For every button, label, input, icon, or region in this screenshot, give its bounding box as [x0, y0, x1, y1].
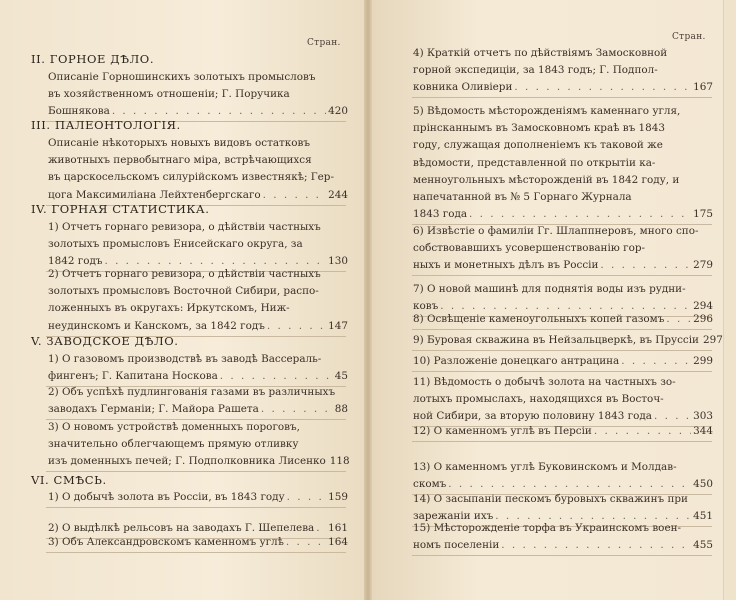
toc-entry: [48, 369, 348, 383]
entry-line: ложенныхъ въ округахъ: Иркутскомъ, Ниж-: [48, 302, 290, 315]
toc-entry: [48, 319, 348, 333]
entry-line: 1) О газовомъ производствѣ въ заводѣ Вассераль-: [48, 353, 322, 365]
leader-dots: [448, 477, 691, 491]
page-number: 294: [693, 300, 713, 313]
leader-dots: [594, 424, 691, 438]
entry-title: 1842 годъ: [48, 255, 103, 268]
entry-line: 6) Извѣстіе о фамиліи Гг. Шлаппнеровъ, много спо-: [413, 225, 699, 237]
leader-dots: [514, 80, 691, 94]
entry-separator: [412, 441, 712, 442]
entry-title: 1) О добычѣ золота въ Россіи, въ 1843 году: [48, 491, 285, 503]
toc-entry: [413, 207, 713, 221]
toc-entry: [48, 188, 348, 202]
leader-dots: [666, 312, 691, 326]
section-heading: III. ПАЛЕОНТОЛОГІЯ.: [31, 118, 181, 132]
entry-title: зарежаніи ихъ: [413, 510, 494, 523]
right-page-header: Стран.: [672, 32, 706, 42]
entry-line: золотыхъ промысловъ Енисейскаго округа, за: [48, 238, 303, 251]
entry-line: въ хозяйственномъ отношеніи; Г. Поручика: [48, 88, 290, 101]
entry-line: въ царскосельскомъ силурійскомъ известнякѣ; Гер-: [48, 171, 334, 184]
entry-title: ныхъ и монетныхъ дѣлъ въ Россіи: [413, 259, 599, 272]
entry-separator: [412, 275, 712, 276]
leader-dots: [621, 354, 691, 368]
entry-title: цога Максимиліана Лейхтенбергскаго: [48, 188, 261, 201]
leader-dots: [469, 207, 691, 221]
entry-separator: [412, 555, 712, 556]
page-number: 45: [334, 370, 348, 383]
toc-entry: [48, 104, 348, 118]
page-number: 344: [693, 425, 713, 437]
page-number: 164: [328, 536, 348, 548]
toc-entry: [48, 521, 348, 535]
leader-dots: [600, 258, 691, 272]
toc-entry: [413, 333, 723, 347]
leader-dots: [112, 104, 326, 118]
page-number: 159: [328, 491, 348, 503]
entry-line: прінсканнымъ въ Замосковномъ краѣ въ 1843: [413, 122, 665, 135]
page-number: 161: [328, 522, 348, 534]
entry-title: Бошнякова: [48, 105, 110, 118]
entry-line: 4) Краткій отчетъ по дѣйствіямъ Замосковной: [413, 47, 668, 59]
page-number: 451: [693, 510, 713, 523]
left-page-header: Стран.: [307, 38, 341, 48]
leader-dots: [286, 535, 326, 549]
entry-line: Описаніе нѣкоторыхъ новыхъ видовъ остатковъ: [48, 137, 310, 149]
page-number: 88: [334, 403, 348, 416]
entry-line: горной экспедиціи, за 1843 годъ; Г. Подпол-: [413, 64, 658, 77]
entry-line: собствовавшихъ усовершенствованію гор-: [413, 242, 646, 255]
section-heading: V. ЗАВОДСКОЕ ДѢЛО.: [31, 334, 179, 348]
leader-dots: [220, 369, 333, 383]
page-number: 175: [693, 208, 713, 221]
entry-line: году, служащая дополненіемъ къ таковой же: [413, 139, 663, 152]
entry-title: скомъ: [413, 478, 447, 491]
toc-entry: [48, 402, 348, 416]
entry-line: менноугольныхъ мѣсторожденій въ 1842 году, и: [413, 173, 680, 186]
entry-title: 8) Освѣщеніе каменоугольныхъ копей газомъ: [413, 313, 665, 325]
toc-entry: [413, 258, 713, 272]
entry-title: 9) Буровая скважина въ Нейзальцверкѣ, въ Пруссіи: [413, 334, 699, 346]
entry-line: Описаніе Горношинскихъ золотыхъ промысловъ: [48, 71, 316, 83]
leader-dots: [263, 188, 327, 202]
entry-line: 11) Вѣдомость о добычѣ золота на частныхъ зо-: [413, 376, 676, 388]
entry-line: 2) Объ успѣхѣ пудлингованія газами въ различныхъ: [48, 386, 336, 398]
entry-line: лотыхъ промыслахъ, находящихся въ Восточ-: [413, 393, 664, 406]
page-number: 130: [328, 255, 348, 268]
leader-dots: [261, 402, 333, 416]
entry-title: 2) О выдѣлкѣ рельсовъ на заводахъ Г. Шепелева: [48, 522, 315, 534]
page-number: 450: [693, 478, 713, 491]
section-heading: IV. ГОРНАЯ СТАТИСТИКА.: [31, 202, 210, 216]
leader-dots: [316, 521, 326, 535]
entry-title: фингенъ; Г. Капитана Носкова: [48, 370, 218, 383]
entry-line: 1) Отчетъ горнаго ревизора, о дѣйствіи частныхъ: [48, 221, 321, 233]
entry-title: 12) О каменномъ углѣ въ Персіи: [413, 425, 592, 437]
page-number: 147: [328, 319, 348, 332]
page-number: 167: [693, 81, 713, 94]
entry-line: 15) Мѣсторожденіе торфа въ Украинскомъ воен-: [413, 522, 682, 534]
page-number: 118: [329, 455, 350, 468]
entry-title: заводахъ Германіи; Г. Майора Рашета: [48, 403, 259, 416]
page-number: 297: [703, 334, 723, 346]
toc-entry: [48, 535, 348, 549]
entry-line: 7) О новой машинѣ для поднятія воды изъ рудни-: [413, 283, 686, 295]
toc-entry: [48, 454, 348, 468]
entry-line: 14) О засыпаніи пескомъ буровыхъ скважинъ при: [413, 493, 688, 505]
entry-title: ковника Оливіери: [413, 81, 513, 94]
entry-title: 10) Разложеніе донецкаго антрацина: [413, 355, 620, 367]
entry-title: 1843 года: [413, 208, 468, 221]
entry-line: животныхъ первобытнаго міра, встрѣчающихся: [48, 154, 312, 167]
entry-separator: [46, 507, 346, 508]
toc-entry: [413, 538, 713, 552]
toc-entry: [413, 80, 713, 94]
entry-line: 3) О новомъ устройствѣ доменныхъ пороговъ,: [48, 421, 300, 433]
toc-entry: [413, 424, 713, 438]
leader-dots: [501, 538, 691, 552]
toc-entry: [413, 312, 713, 326]
toc-entry: [413, 354, 713, 368]
page-number: 296: [693, 313, 713, 325]
entry-separator: [46, 552, 346, 553]
entry-title: неудинскомъ и Канскомъ, за 1842 годъ: [48, 319, 265, 332]
page-number: 299: [693, 355, 713, 367]
leader-dots: [654, 409, 691, 423]
entry-title: ковъ: [413, 300, 439, 313]
page-number: 420: [328, 105, 348, 118]
toc-entry: [413, 409, 713, 423]
next-page-edge: [723, 0, 736, 600]
entry-separator: [412, 329, 712, 330]
page-number: 455: [693, 539, 713, 552]
entry-line: напечатанной въ № 5 Горнаго Журнала: [413, 191, 632, 203]
entry-separator: [412, 350, 712, 351]
page-number: 244: [328, 188, 348, 201]
entry-title: изъ доменныхъ печей; Г. Подполковника Лисенко: [48, 455, 326, 468]
section-heading: II. ГОРНОЕ ДѢЛО.: [31, 52, 155, 66]
entry-line: 5) Вѣдомость мѣсторожденіямъ каменнаго угля,: [413, 105, 681, 117]
entry-line: 13) О каменномъ углѣ Буковинскомъ и Молдав-: [413, 461, 677, 473]
entry-line: 2) Отчетъ горнаго ревизора, о дѣйствіи частныхъ: [48, 268, 321, 280]
section-heading: VI. СМѢСЬ.: [31, 473, 107, 487]
page-number: 303: [693, 410, 713, 423]
toc-entry: [413, 477, 713, 491]
entry-line: вѣдомости, представленной по открытіи ка-: [413, 156, 656, 169]
book-gutter: [364, 0, 372, 600]
entry-separator: [412, 97, 712, 98]
entry-title: 3) Объ Александровскомъ каменномъ углѣ: [48, 536, 284, 548]
entry-title: номъ поселеніи: [413, 539, 500, 552]
leader-dots: [287, 490, 327, 504]
entry-separator: [412, 371, 712, 372]
entry-line: золотыхъ промысловъ Восточной Сибири, распо-: [48, 285, 319, 298]
entry-line: значительно облегчающемъ прямую отливку: [48, 438, 299, 451]
entry-title: ной Сибири, за вторую половину 1843 года: [413, 410, 652, 423]
leader-dots: [267, 319, 326, 333]
toc-entry: [48, 490, 348, 504]
page-number: 279: [693, 259, 713, 272]
